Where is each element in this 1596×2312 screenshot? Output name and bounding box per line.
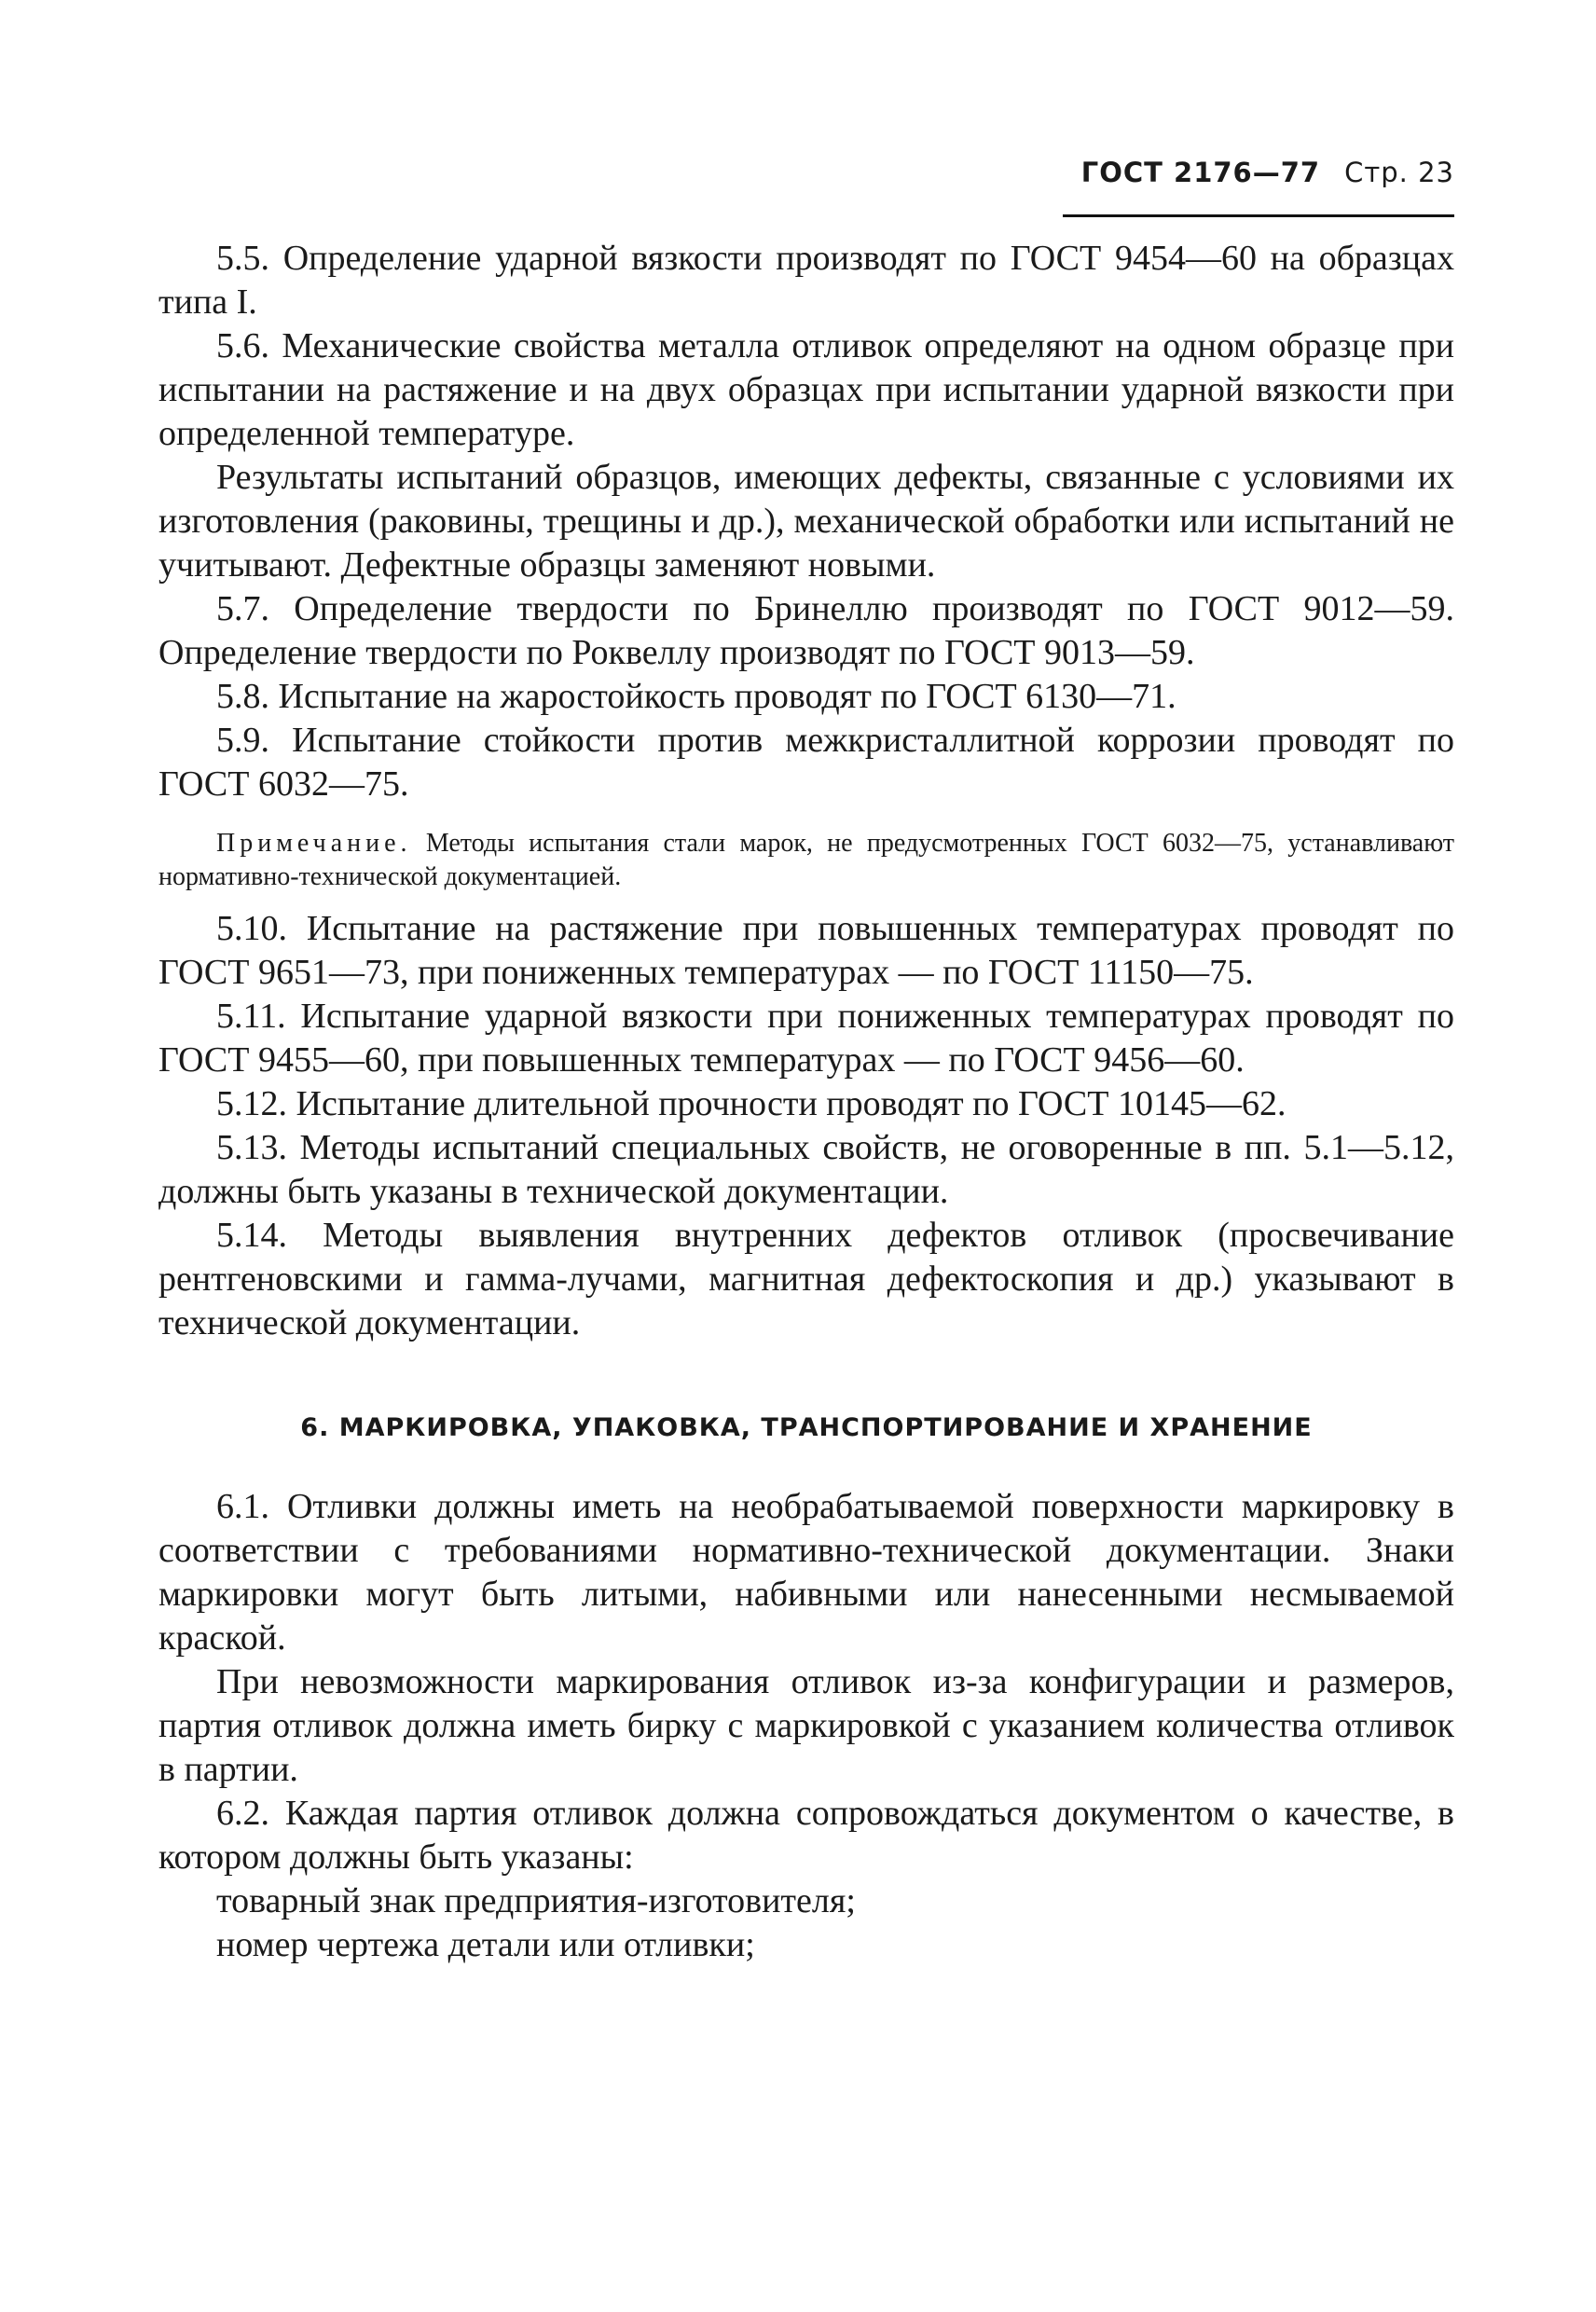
paragraph-6-1: 6.1. Отливки должны иметь на необрабатываемой поверхности маркировку в соответствии с требованиями нормативно-технической документации. Знаки маркировки могут быть литыми, набивными или нанесенными несмываемой краской. xyxy=(158,1487,1454,1658)
paragraph-5-14: 5.14. Методы выявления внутренних дефектов отливок (просвечивание рентгеновскими и гамма-лучами, магнитная дефектоскопия и др.) указывают в технической документации. xyxy=(158,1216,1454,1342)
paragraph-5-10: 5.10. Испытание на растяжение при повышенных температурах проводят по ГОСТ 9651—73, при пониженных температурах — по ГОСТ 11150—75. xyxy=(158,909,1454,992)
paragraph-6-1-labels: При невозможности маркирования отливок из-за конфигурации и размеров, партия отливок должна иметь бирку с маркировкой с указанием количества отливок в партии. xyxy=(158,1662,1454,1789)
paragraph-5-12: 5.12. Испытание длительной прочности проводят по ГОСТ 10145—62. xyxy=(216,1084,1286,1123)
note xyxy=(158,827,1454,894)
paragraph-5-13: 5.13. Методы испытаний специальных свойств, не оговоренные в пп. 5.1—5.12, должны быть указаны в технической документации. xyxy=(158,1128,1454,1211)
paragraph-5-11: 5.11. Испытание ударной вязкости при пониженных температурах проводят по ГОСТ 9455—60, при повышенных температурах — по ГОСТ 9456—60. xyxy=(158,997,1454,1080)
standard-number: ГОСТ 2176—77 xyxy=(1080,157,1321,188)
section-title: 6. МАРКИРОВКА, УПАКОВКА, ТРАНСПОРТИРОВАНИЕ И ХРАНЕНИЕ xyxy=(300,1413,1313,1442)
paragraph-5-6: 5.6. Механические свойства металла отливок определяют на одном образце при испытании на растяжение и на двух образцах при испытании ударной вязкости при определенной температуре. xyxy=(158,326,1454,453)
paragraph-5-6-results: Результаты испытаний образцов, имеющих дефекты, связанные с условиями их изготовления (раковины, трещины и др.), механической обработки или испытаний не учитывают. Дефектные образцы заменяют новыми. xyxy=(158,458,1454,585)
page-header xyxy=(1063,157,1454,217)
paragraph-5-5: 5.5. Определение ударной вязкости производят по ГОСТ 9454—60 на образцах типа I. xyxy=(158,239,1454,322)
document-body xyxy=(158,237,1454,1967)
paragraph-5-7: 5.7. Определение твердости по Бринеллю производят по ГОСТ 9012—59. Определение твердости по Роквеллу производят по ГОСТ 9013—59. xyxy=(158,589,1454,672)
page-number: Стр. 23 xyxy=(1344,157,1454,188)
list-item: номер чертежа детали или отливки; xyxy=(216,1925,755,1964)
paragraph-5-8: 5.8. Испытание на жаростойкость проводят по ГОСТ 6130—71. xyxy=(216,677,1176,716)
paragraph-5-9: 5.9. Испытание стойкости против межкристаллитной коррозии проводят по ГОСТ 6032—75. xyxy=(158,721,1454,804)
document-page xyxy=(158,140,1454,2247)
list-item: товарный знак предприятия-изготовителя; xyxy=(216,1881,856,1920)
paragraph-6-2: 6.2. Каждая партия отливок должна сопровождаться документом о качестве, в котором должны быть указаны: xyxy=(158,1794,1454,1877)
note-text: Методы испытания стали марок, не предусмотренных ГОСТ 6032—75, устанавливают нормативно-технической документацией. xyxy=(158,829,1455,891)
note-label: Примечание. xyxy=(216,829,412,858)
